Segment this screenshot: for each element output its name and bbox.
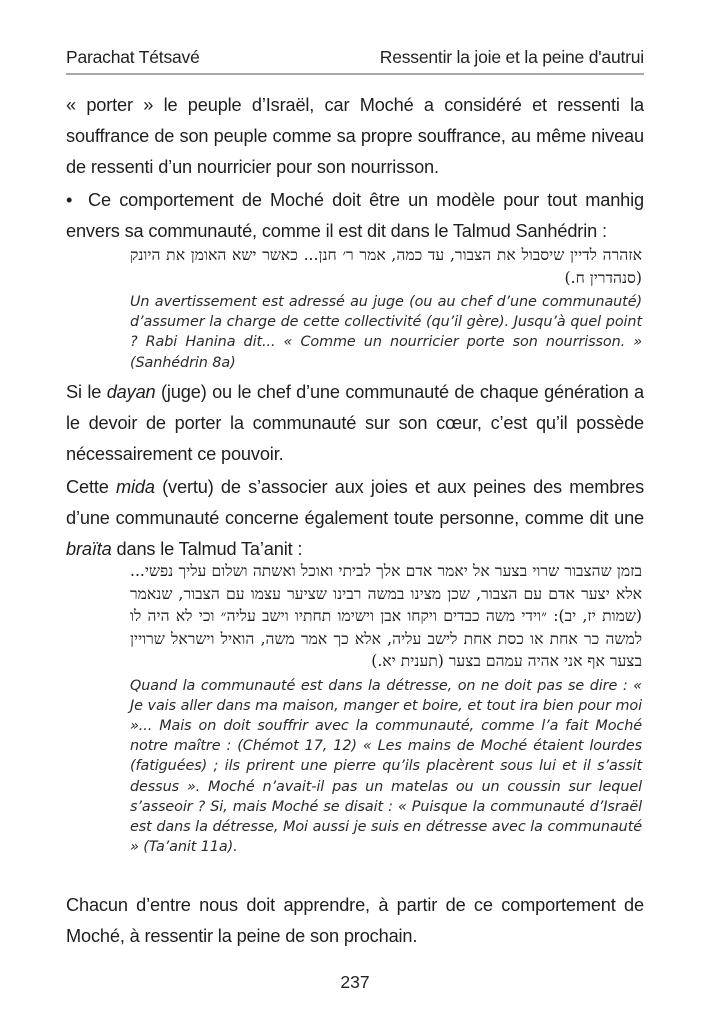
header-chapter-title: Ressentir la joie et la peine d'autrui	[379, 47, 644, 67]
paragraph-dayan-rest: (juge) ou le chef d’une communauté de chaque génération a le devoir de porter la communauté sur son cœur, c’est qu’il possède nécessairement ce pouvoir.	[66, 382, 644, 464]
paragraph-dayan-start: Si le	[66, 382, 107, 402]
paragraph-manhig-model	[66, 185, 644, 247]
paragraph-moche-suffering: « porter » le peuple d’Israël, car Moché a considéré et ressenti la souffrance de son peuple comme sa propre souffrance, au même niveau de ressenti d’un nourricier pour son nourrisson.	[66, 95, 644, 177]
bullet-icon: •	[66, 190, 73, 210]
page-number: 237	[340, 972, 370, 992]
header-parasha-title: Parachat Tétsavé	[66, 47, 200, 67]
paragraph-mida	[66, 472, 644, 565]
quote-taanit	[130, 560, 642, 857]
paragraph-mida-start: Cette	[66, 477, 117, 497]
quote-sanhedrin	[130, 244, 642, 373]
paragraph-dayan	[66, 377, 644, 470]
paragraph-conclusion: Chacun d’entre nous doit apprendre, à partir de ce comportement de Moché, à ressentir la peine de son prochain.	[66, 895, 644, 946]
quote-sanhedrin-hebrew: אזהרה לדיין שיסבול את הצבור, עד כמה, אמר ר׳ חנן... כאשר ישא האומן את היונק (סנהדרין ח.)	[130, 246, 642, 287]
paragraph-manhig-text: Ce comportement de Moché doit être un modèle pour tout manhig envers sa communauté, comme il est dit dans le Talmud Sanhédrin :	[66, 190, 644, 241]
quote-taanit-hebrew: בזמן שהצבור שרוי בצער אל יאמר אדם אלך לביתי ואוכל ואשתה ושלום עליך נפשי... אלא יצער אדם עם הצבור, שכן מצינו במשה רבינו שציער עצמו עם הצבור, שנאמר (שמות יז, יב): ״וידי משה כבדים ויקחו אבן וישימו תחתיו וישב עליה״ וכי לא היה לו למשה כר אחת או כסת אחת לישב עליה, אלא כך אמר משה, הואיל וישראל שרויין בצער אף אני אהיה עמהם בצער (תענית יא.)	[130, 562, 642, 670]
quote-taanit-translation: Quand la communauté est dans la détresse, on ne doit pas se dire : « Je vais aller dans ma maison, manger et boire, et tout ira bien pour moi »... Mais on doit souffrir avec la communauté, comme l’a fait Moché notre maître : (Chémot 17, 12) « Les mains de Moché étaient lourdes (fatiguées) ; ils prirent une pierre qu’ils placèrent sous lui et il s’assit dessus ». Moché n’avait-il pas un matelas ou un coussin sur lequel s’asseoir ? Si, mais Moché se disait : « Puisque la communauté d’Israël est dans la détresse, Moi aussi je suis en détresse avec la communauté » (Ta’anit 11a).	[130, 677, 642, 856]
term-braita: braïta	[66, 539, 112, 559]
term-mida: mida	[116, 477, 155, 497]
paragraph-mida-end: dans le Talmud Ta’anit :	[111, 539, 303, 559]
running-header	[66, 47, 644, 75]
term-dayan: dayan	[106, 382, 156, 402]
paragraph-mida-middle: (vertu) de s’associer aux joies et aux peines des membres d’une communauté concerne également toute personne, comme dit une	[66, 477, 645, 528]
quote-sanhedrin-translation: Un avertissement est adressé au juge (ou au chef d’une communauté) d’assumer la charge de cette collectivité (qu’il gère). Jusqu’à quel point ? Rabi Hanina dit... « Comme un nourricier porte son nourrisson. » (Sanhédrin 8a)	[130, 294, 642, 371]
